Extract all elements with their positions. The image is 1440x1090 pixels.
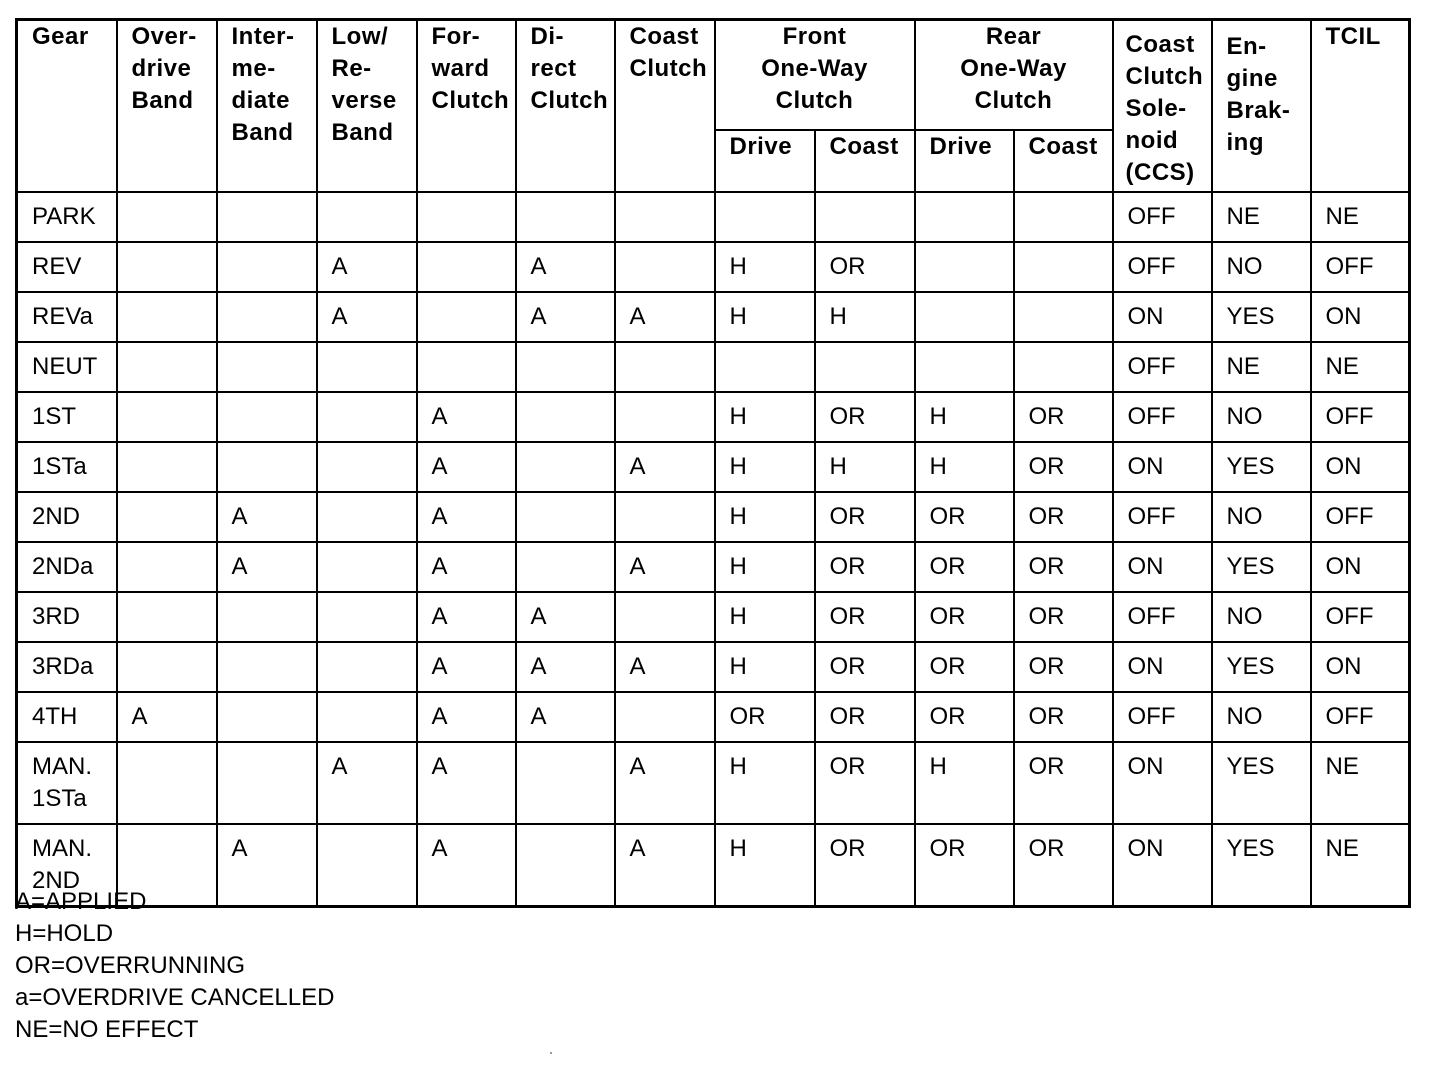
table-cell: [117, 742, 217, 824]
table-cell: [117, 642, 217, 692]
table-cell: H: [715, 742, 815, 824]
table-cell: H: [715, 242, 815, 292]
header-line: (CCS): [1125, 159, 1195, 186]
header-overdrive-band: [117, 20, 217, 193]
table-cell: H: [715, 642, 815, 692]
table-cell: OR: [815, 392, 915, 442]
table-cell: ON: [1311, 642, 1410, 692]
table-cell: A: [615, 824, 715, 907]
table-cell: A: [615, 742, 715, 824]
legend-no-effect: NE=NO EFFECT: [15, 1016, 199, 1043]
table-cell: [615, 242, 715, 292]
table-cell: NE: [1212, 342, 1311, 392]
table-cell: YES: [1212, 542, 1311, 592]
gear-cell: [17, 642, 117, 692]
table-cell: [317, 642, 417, 692]
scan-speck: [550, 1052, 552, 1054]
table-cell: [815, 342, 915, 392]
header-line: Clutch: [431, 87, 510, 114]
table-cell: OFF: [1311, 242, 1410, 292]
table-cell: [117, 492, 217, 542]
table-cell: OR: [1014, 542, 1113, 592]
table-cell: ON: [1311, 292, 1410, 342]
table-cell: YES: [1212, 292, 1311, 342]
table-cell: [1014, 292, 1113, 342]
table-cell: ON: [1113, 292, 1212, 342]
table-cell: [516, 192, 615, 242]
table-cell: A: [317, 742, 417, 824]
table-cell: [516, 824, 615, 907]
table-row: [17, 192, 1410, 242]
table-cell: OR: [815, 742, 915, 824]
header-line: Sole-: [1125, 95, 1187, 122]
table-cell: [117, 442, 217, 492]
table-cell: [915, 292, 1014, 342]
table-cell: [516, 742, 615, 824]
table-cell: OR: [815, 692, 915, 742]
header-line: Re-: [331, 55, 372, 82]
table-cell: [516, 542, 615, 592]
header-gear: [17, 20, 117, 193]
table-row: [17, 692, 1410, 742]
header-line: noid: [1125, 127, 1179, 154]
table-cell: [1014, 192, 1113, 242]
header-intermediate-band: [217, 20, 317, 193]
header-line: TCIL: [1325, 23, 1381, 50]
table-cell: ON: [1311, 542, 1410, 592]
table-cell: OR: [1014, 642, 1113, 692]
gear-label-line: 4TH: [32, 703, 78, 730]
table-cell: OR: [715, 692, 815, 742]
table-cell: H: [715, 392, 815, 442]
table-cell: A: [417, 742, 516, 824]
header-rear-coast: Coast: [1014, 130, 1113, 192]
table-cell: [615, 342, 715, 392]
gear-label-line: 2ND: [32, 867, 81, 894]
table-row: [17, 642, 1410, 692]
table-cell: NE: [1311, 742, 1410, 824]
table-cell: A: [417, 592, 516, 642]
table-cell: [217, 242, 317, 292]
table-cell: [317, 692, 417, 742]
table-cell: [317, 342, 417, 392]
table-cell: NE: [1212, 192, 1311, 242]
table-row: [17, 392, 1410, 442]
table-cell: [117, 192, 217, 242]
table-cell: [516, 342, 615, 392]
header-line: Brak-: [1226, 97, 1291, 124]
table-cell: H: [715, 492, 815, 542]
legend-applied: A=APPLIED: [15, 888, 147, 915]
header-direct-clutch: [516, 20, 615, 193]
header-line: drive: [131, 55, 192, 82]
table-cell: [715, 192, 815, 242]
gear-label-line: 1ST: [32, 403, 77, 430]
header-line: One-Way: [761, 55, 868, 82]
header-line: Coast: [1125, 31, 1195, 58]
header-line: ing: [1226, 129, 1264, 156]
header-line: Clutch: [974, 87, 1053, 114]
gear-label-line: 1STa: [32, 453, 87, 480]
table-cell: OR: [915, 692, 1014, 742]
gear-cell: [17, 492, 117, 542]
table-cell: A: [417, 392, 516, 442]
table-row: [17, 542, 1410, 592]
table-cell: A: [217, 824, 317, 907]
header-line: One-Way: [960, 55, 1067, 82]
header-line: Coast: [629, 23, 699, 50]
table-cell: [317, 542, 417, 592]
table-cell: [317, 492, 417, 542]
table-cell: ON: [1113, 442, 1212, 492]
table-cell: H: [915, 392, 1014, 442]
table-cell: A: [516, 242, 615, 292]
gear-label-line: MAN.: [32, 835, 92, 862]
table-cell: NE: [1311, 342, 1410, 392]
header-rear-one-way-clutch: [915, 20, 1113, 131]
table-cell: OFF: [1311, 392, 1410, 442]
table-row: [17, 292, 1410, 342]
legend-hold: H=HOLD: [15, 920, 114, 947]
legend-overdrive-cancelled: a=OVERDRIVE CANCELLED: [15, 984, 335, 1011]
table-cell: A: [615, 642, 715, 692]
table-cell: ON: [1113, 824, 1212, 907]
table-cell: H: [815, 442, 915, 492]
table-cell: [217, 192, 317, 242]
header-line: Band: [231, 119, 294, 146]
table-cell: A: [516, 692, 615, 742]
gear-cell: [17, 742, 117, 824]
header-line: Band: [331, 119, 394, 146]
gear-cell: [17, 392, 117, 442]
header-coast-clutch: [615, 20, 715, 193]
table-cell: OR: [1014, 692, 1113, 742]
table-cell: A: [516, 592, 615, 642]
table-cell: OR: [1014, 824, 1113, 907]
table-cell: A: [417, 692, 516, 742]
table-cell: [1014, 342, 1113, 392]
table-row: [17, 592, 1410, 642]
header-coast-clutch-solenoid: [1113, 20, 1212, 193]
header-line: Clutch: [530, 87, 609, 114]
legend: [15, 886, 334, 1046]
header-front-drive: Drive: [715, 130, 815, 192]
table-cell: NO: [1212, 692, 1311, 742]
table-cell: A: [516, 642, 615, 692]
table-cell: A: [117, 692, 217, 742]
table-cell: [915, 342, 1014, 392]
gear-label-line: 3RDa: [32, 653, 94, 680]
clutch-band-application-table: [15, 18, 1411, 908]
table-cell: [117, 342, 217, 392]
table-cell: [516, 442, 615, 492]
table-cell: OR: [1014, 742, 1113, 824]
table-cell: [615, 192, 715, 242]
table-cell: A: [417, 642, 516, 692]
legend-overrunning: OR=OVERRUNNING: [15, 952, 246, 979]
table-cell: [117, 392, 217, 442]
table-cell: YES: [1212, 742, 1311, 824]
gear-label-line: 1STa: [32, 785, 87, 812]
table-cell: [317, 592, 417, 642]
gear-cell: [17, 342, 117, 392]
table-cell: OR: [915, 492, 1014, 542]
header-line: Gear: [32, 23, 89, 50]
gear-cell: [17, 692, 117, 742]
table-cell: OFF: [1113, 692, 1212, 742]
header-line: rect: [530, 55, 577, 82]
table-cell: [915, 192, 1014, 242]
table-cell: OFF: [1311, 592, 1410, 642]
table-cell: YES: [1212, 642, 1311, 692]
gear-cell: [17, 292, 117, 342]
gear-cell: [17, 192, 117, 242]
header-line: Clutch: [1125, 63, 1204, 90]
header-front-coast: Coast: [815, 130, 915, 192]
header-line: Front: [782, 23, 847, 50]
table-cell: ON: [1113, 542, 1212, 592]
table-cell: A: [417, 824, 516, 907]
header-forward-clutch: [417, 20, 516, 193]
gear-label-line: 3RD: [32, 603, 81, 630]
header-engine-braking: [1212, 20, 1311, 193]
header-line: Clutch: [775, 87, 854, 114]
table-cell: OFF: [1113, 592, 1212, 642]
header-line: Band: [131, 87, 194, 114]
gear-label-line: REVa: [32, 303, 93, 330]
table-cell: [217, 392, 317, 442]
table-cell: H: [715, 292, 815, 342]
header-row-top: [17, 20, 1410, 131]
gear-cell: [17, 442, 117, 492]
header-line: En-: [1226, 33, 1267, 60]
header-line: Rear: [985, 23, 1042, 50]
table-cell: OFF: [1113, 242, 1212, 292]
table-cell: [615, 492, 715, 542]
table-cell: [217, 742, 317, 824]
header-line: Over-: [131, 23, 197, 50]
table-cell: OR: [915, 642, 1014, 692]
table-cell: OR: [915, 592, 1014, 642]
table-cell: OR: [815, 642, 915, 692]
table-cell: [417, 242, 516, 292]
table-cell: OFF: [1113, 492, 1212, 542]
table-row: [17, 492, 1410, 542]
table-cell: OR: [915, 824, 1014, 907]
header-low-reverse-band: [317, 20, 417, 193]
table-cell: [417, 342, 516, 392]
table-cell: OR: [1014, 392, 1113, 442]
table-cell: A: [615, 442, 715, 492]
table-cell: H: [915, 442, 1014, 492]
table-cell: [417, 292, 516, 342]
table-row: [17, 742, 1410, 824]
table-cell: ON: [1113, 742, 1212, 824]
table-cell: A: [317, 242, 417, 292]
table-cell: [217, 342, 317, 392]
table-cell: [815, 192, 915, 242]
header-rear-drive: Drive: [915, 130, 1014, 192]
header-tcil: [1311, 20, 1410, 193]
gear-cell: [17, 242, 117, 292]
gear-label-line: REV: [32, 253, 82, 280]
table-cell: [516, 392, 615, 442]
table-cell: [217, 692, 317, 742]
header-line: Low/: [331, 23, 389, 50]
table-cell: H: [715, 542, 815, 592]
table-cell: H: [915, 742, 1014, 824]
table-cell: OFF: [1113, 192, 1212, 242]
table-cell: OR: [815, 824, 915, 907]
table-cell: OR: [815, 242, 915, 292]
table-cell: A: [317, 292, 417, 342]
gear-cell: [17, 542, 117, 592]
table-cell: [317, 192, 417, 242]
table-cell: [615, 392, 715, 442]
table-cell: OR: [1014, 442, 1113, 492]
table-cell: H: [715, 824, 815, 907]
header-line: For-: [431, 23, 481, 50]
table-cell: OFF: [1311, 492, 1410, 542]
table-cell: [117, 292, 217, 342]
header-line: verse: [331, 87, 397, 114]
header-line: Di-: [530, 23, 564, 50]
table-cell: [117, 542, 217, 592]
gear-label-line: 2ND: [32, 503, 81, 530]
table-row: [17, 342, 1410, 392]
table-row: [17, 442, 1410, 492]
table-cell: YES: [1212, 824, 1311, 907]
table-cell: OFF: [1311, 692, 1410, 742]
table-cell: NO: [1212, 492, 1311, 542]
table-cell: [217, 442, 317, 492]
table-cell: OR: [915, 542, 1014, 592]
table-cell: [217, 642, 317, 692]
table-cell: A: [217, 542, 317, 592]
header-line: Clutch: [629, 55, 708, 82]
table-row: [17, 242, 1410, 292]
table-cell: OR: [815, 592, 915, 642]
table-cell: [317, 442, 417, 492]
table-cell: [317, 392, 417, 442]
table-cell: OR: [1014, 492, 1113, 542]
gear-label-line: MAN.: [32, 753, 92, 780]
table-cell: NO: [1212, 592, 1311, 642]
table-cell: NO: [1212, 242, 1311, 292]
table-cell: H: [715, 592, 815, 642]
table-cell: [217, 592, 317, 642]
table-cell: [217, 292, 317, 342]
table-cell: H: [715, 442, 815, 492]
gear-label-line: NEUT: [32, 353, 98, 380]
gear-label-line: 2NDa: [32, 553, 94, 580]
table-cell: [117, 592, 217, 642]
header-line: me-: [231, 55, 276, 82]
table-cell: [615, 692, 715, 742]
table-cell: [715, 342, 815, 392]
table-cell: H: [815, 292, 915, 342]
table-cell: OR: [815, 542, 915, 592]
table-cell: A: [417, 542, 516, 592]
table-cell: OFF: [1113, 392, 1212, 442]
table-cell: [915, 242, 1014, 292]
table-cell: [615, 592, 715, 642]
table-cell: OR: [815, 492, 915, 542]
header-front-one-way-clutch: [715, 20, 915, 131]
header-line: ward: [431, 55, 490, 82]
table-cell: NE: [1311, 824, 1410, 907]
table-body: [17, 192, 1410, 907]
table-cell: [1014, 242, 1113, 292]
table-cell: A: [615, 542, 715, 592]
table-cell: [117, 242, 217, 292]
table-cell: NE: [1311, 192, 1410, 242]
table-cell: [417, 192, 516, 242]
table-cell: ON: [1311, 442, 1410, 492]
table-cell: A: [417, 492, 516, 542]
table-cell: A: [417, 442, 516, 492]
table-cell: [516, 492, 615, 542]
table-cell: A: [516, 292, 615, 342]
table-cell: OFF: [1113, 342, 1212, 392]
table-cell: ON: [1113, 642, 1212, 692]
table-cell: YES: [1212, 442, 1311, 492]
header-line: gine: [1226, 65, 1278, 92]
header-line: Inter-: [231, 23, 295, 50]
table-cell: A: [217, 492, 317, 542]
gear-cell: [17, 592, 117, 642]
table-cell: OR: [1014, 592, 1113, 642]
header-line: diate: [231, 87, 291, 114]
table-cell: NO: [1212, 392, 1311, 442]
gear-label-line: PARK: [32, 203, 96, 230]
table-cell: A: [615, 292, 715, 342]
